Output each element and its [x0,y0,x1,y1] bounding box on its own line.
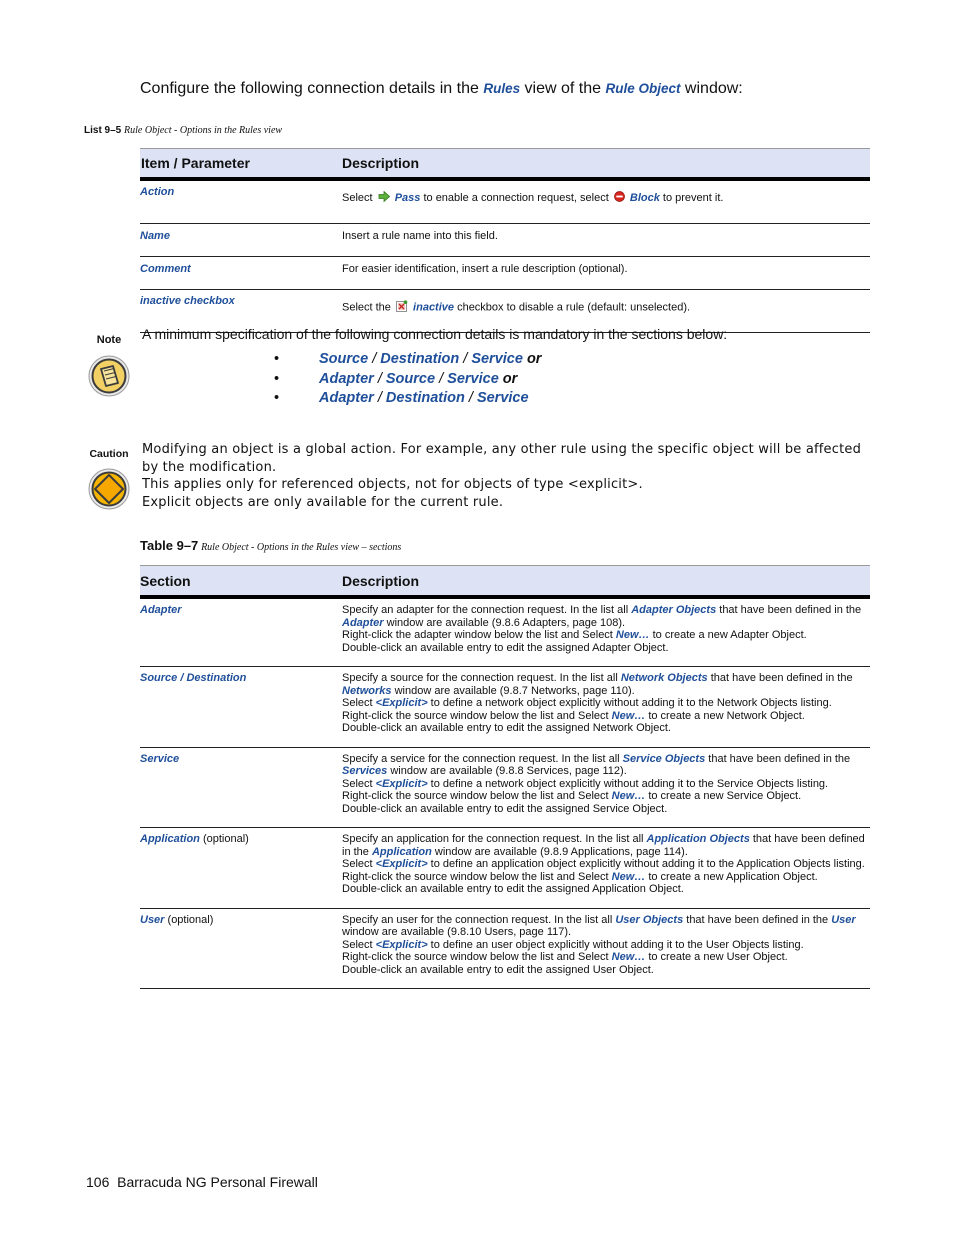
bullet: • [274,370,280,387]
desc-text: to define a network object explicitly without adding it to the Service Objects listing. [427,777,829,790]
desc-text: that have been defined in the [705,752,851,765]
green-arrow-icon [378,191,390,206]
desc-keyword: New… [611,790,646,802]
sections-table [140,565,870,989]
desc-keyword: User [831,913,856,926]
desc-text: that have been defined in the [683,913,832,926]
table-row [140,908,870,989]
desc-keyword: inactive [413,301,455,314]
desc-text: Specify a source for the connection request. In the list all [342,672,621,684]
keyword-source: Source [319,351,369,367]
section-source-destination [140,667,340,748]
desc-text: Specify an user for the connection request. In the list all [342,913,616,926]
desc-text: Specify an application for the connection request. In the list all [342,833,647,845]
or-text: or [502,370,518,387]
desc-text: to create a new Network Object. [645,709,805,722]
desc-line [342,753,870,766]
header-description: Description [340,149,870,180]
desc-text: to enable a connection request, select [420,192,612,205]
desc-keyword: Networks [342,684,392,697]
desc-keyword: New… [611,709,646,722]
desc-line [342,617,870,630]
description-cell [340,747,870,828]
keyword-source: Source [385,370,436,387]
caution-text [142,441,872,511]
desc-keyword: Pass [394,192,421,205]
caution-line: This applies only for referenced objects, not for objects of type <explicit>. [142,477,643,492]
desc-keyword: <Explicit> [375,777,428,790]
table-row [140,828,870,909]
intro-keyword-rule-object: Rule Object [605,81,681,96]
section-label: Application [140,833,200,845]
param-label: Name [140,230,170,242]
desc-line [342,697,870,710]
separator: / [368,351,381,367]
desc-keyword: Adapter [342,616,384,629]
section-application [140,828,340,909]
desc-line [342,604,870,617]
description-cell [340,667,870,748]
desc-keyword: <Explicit> [375,938,428,951]
footer-title: Barracuda NG Personal Firewall [117,1174,318,1190]
note-label: Note [96,334,122,346]
list-caption-text: Rule Object - Options in the Rules view [124,125,283,136]
section-service [140,747,340,828]
desc-keyword: Application Objects [646,833,750,845]
desc-text: window are available (9.8.6 Adapters, page 108). [383,616,626,629]
table-row [140,597,870,667]
table-row [140,667,870,748]
desc-text: Select [342,858,376,870]
desc-text: window are available (9.8.8 Services, page 112). [387,765,627,777]
param-label: Comment [140,263,191,275]
intro-keyword-rules: Rules [483,81,521,96]
desc-line [342,846,870,859]
desc-text: window are available (9.8.7 Networks, page 110). [391,684,635,697]
rules-options-table [140,148,870,333]
separator: / [435,370,448,387]
caution-line: Explicit objects are only available for the current rule. [142,494,504,510]
desc-text: to define an application object explicitly without adding it to the Application Objects listing. [427,858,865,870]
notepad-icon [88,355,130,402]
desc-line [342,778,870,791]
header-section: Section [140,566,340,598]
section-suffix: (optional) [199,833,249,845]
table-caption-text: Rule Object - Options in the Rules view – sections [201,542,402,553]
desc-line [342,765,870,778]
desc-text: to create a new User Object. [645,951,788,963]
section-user [140,908,340,989]
desc-text: window are available (9.8.9 Applications, page 114). [431,845,688,858]
param-name [140,224,340,257]
desc-text: Right-click the source window below the list and Select [342,870,612,883]
desc-line: Double-click an available entry to edit the assigned Application Object. [342,883,684,895]
caution-diamond-icon [88,468,130,515]
description-cell [340,908,870,989]
desc-line [342,926,870,939]
desc-line: Double-click an available entry to edit the assigned Network Object. [342,722,671,734]
desc-text: Right-click the source window below the list and Select [342,951,612,963]
desc-keyword: <Explicit> [375,697,428,709]
desc-line [342,672,870,685]
page-number: 106 [86,1174,110,1190]
desc-keyword: User Objects [615,913,684,926]
desc-text: that have been defined in the [707,672,853,684]
description-cell [340,597,870,667]
desc-line [342,629,870,642]
desc-line [342,858,870,871]
table-header-row [140,149,870,180]
desc-line [342,710,870,723]
description-cell [340,179,870,224]
table-header-row [140,566,870,598]
list-item [270,371,541,391]
bullet: • [274,390,280,406]
desc-text: Right-click the adapter window below the list and Select [342,629,616,641]
desc-text: Select [342,777,376,790]
list-item [270,351,541,371]
bullet: • [274,351,280,367]
desc-text: checkbox to disable a rule (default: unselected). [454,301,691,314]
desc-line: Double-click an available entry to edit the assigned Service Object. [342,802,668,815]
desc-text: to create a new Service Object. [645,790,802,802]
desc-keyword: New… [615,629,650,641]
separator: / [373,390,386,406]
list-item [270,390,541,410]
desc-keyword: Application [371,845,432,858]
desc-line: Double-click an available entry to edit the assigned Adapter Object. [342,641,669,654]
section-suffix: (optional) [164,913,214,926]
param-comment [140,257,340,290]
list-caption-label: List 9–5 [84,125,122,136]
list-caption [84,125,282,136]
note-box [88,334,130,402]
desc-text: Select [342,697,376,709]
section-label: Source / Destination [140,672,247,684]
mandatory-list [270,351,541,410]
desc-line [342,939,870,952]
desc-keyword: <Explicit> [375,858,428,870]
desc-text: to define an user object explicitly without adding it to the User Objects listing. [427,938,804,951]
desc-line [342,833,870,846]
keyword-adapter: Adapter [319,390,374,406]
desc-keyword: Service Objects [622,752,706,765]
desc-text: to create a new Adapter Object. [649,629,807,641]
intro-before: Configure the following connection details in the [140,80,484,97]
page-footer [86,1174,318,1190]
desc-line [342,790,870,803]
table-row [140,747,870,828]
section-adapter [140,597,340,667]
caution-box [88,448,130,515]
or-text: or [526,351,542,367]
caution-line: Modifying an object is a global action. For example, any other rule using the specific object will be affected by the modification. [142,442,862,475]
red-stop-icon [614,191,625,206]
desc-keyword: Adapter Objects [631,604,717,616]
separator: / [464,390,477,406]
desc-keyword: Services [342,765,388,777]
table-caption [140,538,401,553]
desc-text: Select [342,192,376,205]
desc-line: Double-click an available entry to edit the assigned User Object. [342,963,654,976]
table-row [140,224,870,257]
keyword-destination: Destination [380,351,460,367]
inactive-checkbox-icon [396,300,408,316]
desc-text: Specify an adapter for the connection request. In the list all [342,604,632,616]
section-label: Adapter [140,604,182,616]
desc-line [342,914,870,927]
desc-text: Right-click the source window below the list and Select [342,790,612,802]
desc-text: to prevent it. [659,192,724,205]
desc-text: that have been defined [749,833,865,845]
table-row [140,257,870,290]
table-row [140,179,870,224]
desc-line [342,685,870,698]
param-action [140,179,340,224]
keyword-service: Service [476,390,529,406]
intro-middle: view of the [520,80,606,97]
section-label: User [140,913,165,926]
description-cell [340,828,870,909]
keyword-destination: Destination [385,390,465,406]
description-cell: For easier identification, insert a rule description (optional). [340,257,870,290]
header-item-parameter: Item / Parameter [140,149,340,180]
table-caption-label: Table 9–7 [140,538,199,553]
section-label: Service [140,752,180,765]
desc-text: Right-click the source window below the list and Select [342,709,612,722]
desc-text: window are available (9.8.10 Users, page 117). [342,926,572,938]
desc-line [342,951,870,964]
intro-text [140,80,743,98]
param-label: inactive checkbox [140,295,235,307]
keyword-service: Service [471,351,523,367]
keyword-service: Service [447,370,499,387]
keyword-adapter: Adapter [319,370,374,387]
desc-text: Select [342,938,376,951]
header-description: Description [340,566,870,598]
description-cell: Insert a rule name into this field. [340,224,870,257]
param-label: Action [140,186,175,198]
desc-line [342,871,870,884]
desc-text: to define a network object explicitly without adding it to the Network Objects listing. [427,697,832,709]
desc-keyword: New… [611,870,646,883]
note-text: A minimum specification of the following connection details is mandatory in the sections below: [142,326,728,342]
separator: / [459,351,472,367]
desc-keyword: Network Objects [620,672,708,684]
caution-label: Caution [89,448,129,460]
desc-text: Specify a service for the connection request. In the list all [342,752,623,765]
desc-text: Select the [342,301,394,314]
desc-text: to create a new Application Object. [645,870,818,883]
desc-text: that have been defined in the [716,604,862,616]
intro-after: window: [680,80,743,97]
separator: / [373,370,386,387]
desc-keyword: New… [611,951,646,963]
desc-text: in the [342,845,372,858]
desc-keyword: Block [629,192,660,205]
